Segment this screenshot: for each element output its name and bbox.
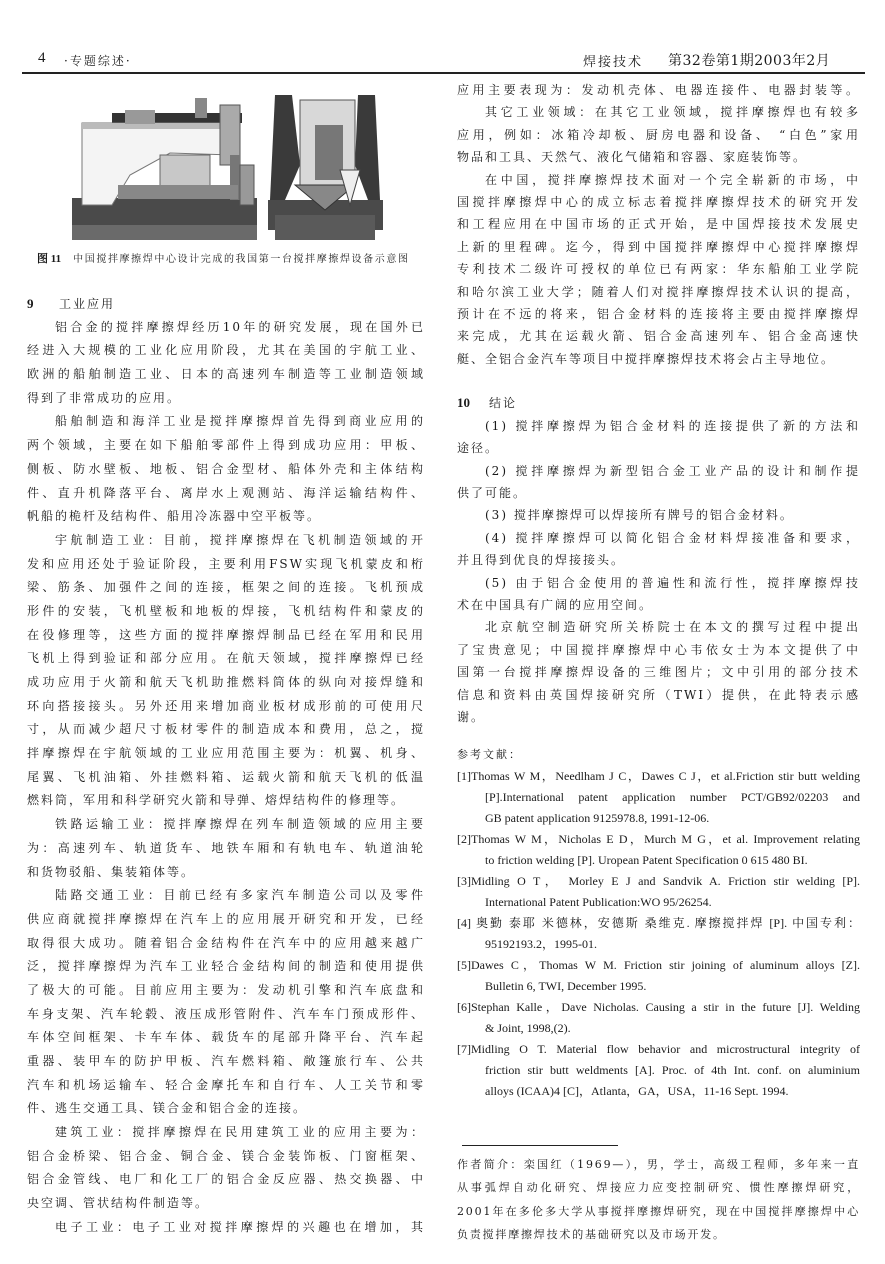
text-line: 车体空间框架、卡车车体、载货车的尾部升降平台、汽车起 — [27, 1030, 425, 1045]
reference-line: 95192193.2，1995-01. — [485, 937, 597, 951]
page-number: 4 — [38, 50, 46, 66]
text-line: 途径。 — [457, 441, 500, 456]
section-title: 结论 — [489, 396, 518, 411]
paragraph — [457, 169, 860, 371]
text-line: 术在中国具有广阔的应用空间。 — [457, 597, 654, 612]
text-line: 拌摩擦焊在宇航领域的工业应用范围主要为：机翼、机身、 — [27, 746, 425, 761]
author-note-line: 2001年在多伦多大学从事搅拌摩擦焊研究，现在中国搅拌摩擦焊中心 — [457, 1204, 860, 1218]
text-line: (3) 搅拌摩擦焊可以焊接所有牌号的铝合金材料。 — [485, 508, 794, 523]
text-line: 了极大的可能。目前应用主要为：发动机引擎和汽车底盘和 — [27, 982, 425, 997]
paragraph — [457, 415, 860, 460]
text-line: 供应商就搅拌摩擦焊在汽车上的应用展开研究和开发，已经 — [27, 911, 425, 926]
reference-line: to friction welding [P]. Uropean Patent Specification 0 615 480 BI. — [485, 853, 808, 867]
text-line: 取得很大成功。随着铝合金结构件在汽车中的应用越来越广 — [27, 935, 425, 950]
reference-item — [457, 871, 860, 913]
figure-fsw-equipment — [70, 95, 385, 240]
paragraph — [457, 101, 860, 168]
text-line: 在役修理等，这些方面的搅拌摩擦焊制品已经在军用和民用 — [27, 627, 425, 642]
paragraph — [457, 504, 860, 526]
reference-line: [1]Thomas W M，Needlham J C，Dawes C J，et al.Friction stir butt welding — [457, 769, 860, 783]
text-line: 国搅拌摩擦焊中心的成立标志着搅拌摩擦焊技术的研究开发 — [457, 194, 860, 209]
text-line: 经进入大规模的工业化应用阶段，尤其在美国的宇航工业、 — [27, 343, 425, 358]
text-line: 来完成，尤其在运载火箭、铝合金高速列车、铝合金高速快 — [457, 329, 860, 344]
paragraph — [457, 616, 860, 728]
paragraph — [27, 884, 425, 1121]
text-line: 铝合金桥梁、铝合金、铜合金、镁合金装饰板、门窗框架、 — [27, 1148, 425, 1163]
text-line: 在中国，搅拌摩擦焊技术面对一个完全崭新的市场，中 — [485, 172, 860, 187]
text-line: 应用，例如：冰箱冷却板、厨房电器和设备、 “白色”家用 — [457, 127, 860, 142]
references-title: 参考文献： — [457, 748, 522, 761]
text-line: 得到了非常成功的应用。 — [27, 390, 182, 405]
text-line: (2) 搅拌摩擦焊为新型铝合金工业产品的设计和制作提 — [485, 463, 860, 478]
text-line: 其它工业领域：在其它工业领域，搅拌摩擦焊也有较多 — [485, 105, 860, 120]
section-number: 9 — [27, 296, 34, 311]
paragraph — [27, 813, 425, 884]
section-heading-industrial-applications — [27, 292, 425, 316]
reference-line: [4] 奥勤 泰耶 米德林，安德斯 桑维克. 摩擦搅拌焊 [P]. 中国专利： — [457, 916, 860, 930]
text-line: 汽车和机场运输车、轻合金摩托车和自行车、人工关节和零 — [27, 1077, 425, 1092]
section-title: 工业应用 — [59, 297, 116, 311]
text-line: 物品和工具、天然气、液化气储箱和容器、家庭装饰等。 — [457, 150, 808, 165]
text-line: 铝合金管线、电厂和化工厂的铝合金反应器、热交换器、中 — [27, 1172, 425, 1187]
reference-line: friction stir butt weldments [A]. Proc. of 4th Int. conf. on aluminium — [485, 1063, 860, 1077]
author-note-line: 负责搅拌摩擦焊技术的基础研究以及市场开发。 — [457, 1227, 726, 1241]
author-note — [457, 1153, 860, 1246]
text-line: 谢。 — [457, 709, 486, 724]
reference-line: International Patent Publication:WO 95/26254. — [485, 895, 712, 909]
text-line: 北京航空制造研究所关桥院士在本文的撰写过程中提出 — [485, 620, 860, 635]
text-line: (5) 由于铝合金使用的普遍性和流行性，搅拌摩擦焊技 — [485, 575, 860, 590]
left-column — [27, 292, 425, 1240]
reference-line: [5]Dawes C，Thomas W M. Friction stir joining of aluminum alloys [Z]. — [457, 958, 860, 972]
text-line: 飞机上得到验证和部分应用。在航天领域，搅拌摩擦焊已经 — [27, 651, 425, 666]
text-line: 件、逃生交通工具、镁合金和铝合金的连接。 — [27, 1101, 308, 1116]
spacer — [457, 370, 860, 392]
text-line: 供了可能。 — [457, 486, 528, 501]
section-number: 10 — [457, 395, 470, 411]
text-line: 寸，从而减少超尺寸板材零件的制造成本和费用，总之，搅 — [27, 722, 425, 737]
figure-caption — [37, 250, 417, 266]
reference-line: [P].International patent application number PCT/GB92/02203 and — [485, 790, 860, 804]
reference-item — [457, 997, 860, 1039]
text-line: 应用主要表现为：发动机壳体、电器连接件、电器封装等。 — [457, 83, 860, 97]
text-line: 专利技术二级许可授权的单位已有两家：华东船舶工业学院 — [457, 262, 860, 277]
reference-line: alloys (ICAA)4 [C]，Atlanta，GA，USA，11-16 Sept. 1994. — [485, 1084, 789, 1098]
text-line: 为：高速列车、轨道货车、地铁车厢和有轨电车、轨道油轮 — [27, 840, 425, 855]
machine-side-view — [72, 98, 257, 240]
text-line: 形件的安装，飞机壁板和地板的焊接，飞机结构件和蒙皮的 — [27, 603, 425, 618]
journal-issue: 第32卷第1期2003年2月 — [668, 53, 831, 69]
text-line: 侧板、防水壁板、地板、铝合金型材、船体外壳和主体结构 — [27, 461, 425, 476]
text-line: 燃料筒，军用和科学研究火箭和导弹、熔焊结构件的修理等。 — [27, 793, 406, 808]
paragraph — [27, 529, 425, 813]
paragraph — [27, 1216, 425, 1240]
reference-line: [3]Midling O T， Morley E J and Sandvik A. Friction stir welding [P]. — [457, 874, 860, 888]
paragraph — [457, 572, 860, 617]
paragraph — [457, 527, 860, 572]
reference-line: & Joint, 1998,(2). — [485, 1021, 571, 1035]
text-line: 成功应用于火箭和航天飞机助推燃料筒体的纵向对接焊缝和 — [27, 675, 425, 689]
text-line: 了宝贵意见；中国搅拌摩擦焊中心韦依女士为本文提供了中 — [457, 642, 860, 657]
paragraph — [457, 460, 860, 505]
figure-caption-text: 中国搅拌摩擦焊中心设计完成的我国第一台搅拌摩擦焊设备示意图 — [73, 254, 410, 265]
text-line: (4) 搅拌摩擦焊可以简化铝合金材料焊接准备和要求， — [485, 530, 860, 545]
footnote-rule — [462, 1145, 618, 1146]
author-note-line: 从事弧焊自动化研究、焊接应力应变控制研究、惯性摩擦焊研究， — [457, 1181, 860, 1195]
text-line: 尾翼、飞机油箱、外挂燃料箱、运载火箭和航天飞机的低温 — [27, 769, 425, 784]
text-line: 件、直升机降落平台、离岸水上观测站、海洋运输结构件、 — [27, 485, 425, 500]
paragraph — [27, 410, 425, 528]
text-line: 船舶制造和海洋工业是搅拌摩擦焊首先得到商业应用的 — [55, 414, 425, 429]
author-note-line: 作者简介：栾国红（1969—），男，学士，高级工程师，多年来一直 — [457, 1158, 860, 1171]
paragraph — [27, 1121, 425, 1216]
reference-line: [2]Thomas W M，Nicholas E D，Murch M G，et al. Improvement relating — [457, 832, 860, 846]
text-line: 央空调、管状结构件制造等。 — [27, 1196, 210, 1211]
paragraph — [27, 316, 425, 411]
text-line: 两个领域，主要在如下船舶零部件上得到成功应用：甲板、 — [27, 438, 425, 453]
text-line: 宇航制造工业：目前，搅拌摩擦焊在飞机制造领域的开 — [55, 532, 425, 547]
text-line: 帆船的桅杆及结构件、船用冷冻器中空平板等。 — [27, 509, 322, 524]
text-line: 车身支架、汽车轮毂、液压成形管附件、汽车车门预成形件、 — [27, 1006, 425, 1021]
text-line: 上新的里程碑。迄今，得到中国搅拌摩擦焊中心搅拌摩擦焊 — [457, 239, 860, 254]
right-column — [457, 79, 860, 728]
text-line: (1) 搅拌摩擦焊为铝合金材料的连接提供了新的方法和 — [485, 418, 860, 433]
text-line: 梁、筋条、加强件之间的连接，框架之间的连接。飞机预成 — [27, 580, 425, 595]
text-line: 发和应用还处于验证阶段，主要利用FSW实现飞机蒙皮和桁 — [27, 556, 425, 571]
text-line: 重器、装甲车的防护甲板、汽车燃料箱、敞篷旅行车、公共 — [27, 1054, 425, 1068]
header-rule — [22, 72, 865, 74]
paragraph — [457, 79, 860, 101]
text-line: 并且得到优良的焊接接头。 — [457, 553, 626, 568]
text-line: 铝合金的搅拌摩擦焊经历10年的研究发展，现在国外已 — [55, 319, 425, 334]
text-line: 国第一台搅拌摩擦焊设备的三维图片；文中引用的部分技术 — [457, 665, 860, 680]
machine-cross-section — [268, 95, 383, 240]
text-line: 欧洲的船舶制造工业、日本的高速列车制造等工业制造领域 — [27, 367, 425, 382]
reference-item — [457, 1039, 860, 1102]
text-line: 陆路交通工业：目前已经有多家汽车制造公司以及零件 — [55, 888, 425, 903]
text-line: 预计在不远的将来，铝合金材料的连接将主要由搅拌摩擦焊 — [457, 306, 860, 321]
reference-item — [457, 766, 860, 829]
text-line: 和工程应用在中国市场的正式开始，是中国焊接技术发展史 — [457, 217, 860, 232]
text-line: 信息和资料由英国焊接研究所（TWI）提供，在此特表示感 — [457, 687, 860, 702]
text-line: 和哈尔滨工业大学；随着人们对搅拌摩擦焊技术认识的提高， — [457, 284, 860, 299]
text-line: 电子工业：电子工业对搅拌摩擦焊的兴趣也在增加，其 — [55, 1219, 425, 1234]
references — [457, 744, 860, 1102]
reference-line: Bulletin 6, TWI, December 1995. — [485, 979, 647, 993]
text-line: 和货物驳船、集装箱体等。 — [27, 864, 196, 879]
figure-number: 图 11 — [37, 253, 62, 265]
section-heading-conclusions — [457, 392, 860, 414]
text-line: 铁路运输工业：搅拌摩擦焊在列车制造领域的应用主要 — [55, 817, 425, 832]
reference-line: GB patent application 9125978.8, 1991-12-06. — [485, 811, 710, 825]
reference-line: [7]Midling O T. Material flow behavior and microstructural integrity of — [457, 1042, 860, 1056]
text-line: 艇、全铝合金汽车等项目中搅拌摩擦焊技术将会占主导地位。 — [457, 351, 836, 366]
text-line: 泛，搅拌摩擦焊为汽车工业轻合金结构间的制造和使用提供 — [27, 959, 425, 974]
reference-item — [457, 913, 860, 955]
section-label: ·专题综述· — [64, 54, 132, 68]
reference-item — [457, 955, 860, 997]
reference-line: [6]Stephan Kalle，Dave Nicholas. Causing a stir in the future [J]. Welding — [457, 1000, 860, 1014]
journal-name: 焊接技术 — [583, 55, 644, 70]
reference-item — [457, 829, 860, 871]
text-line: 建筑工业：搅拌摩擦焊在民用建筑工业的应用主要为： — [55, 1125, 425, 1140]
text-line: 环向搭接接头。另外还用来增加商业板材成形前的可使用尺 — [27, 698, 425, 713]
